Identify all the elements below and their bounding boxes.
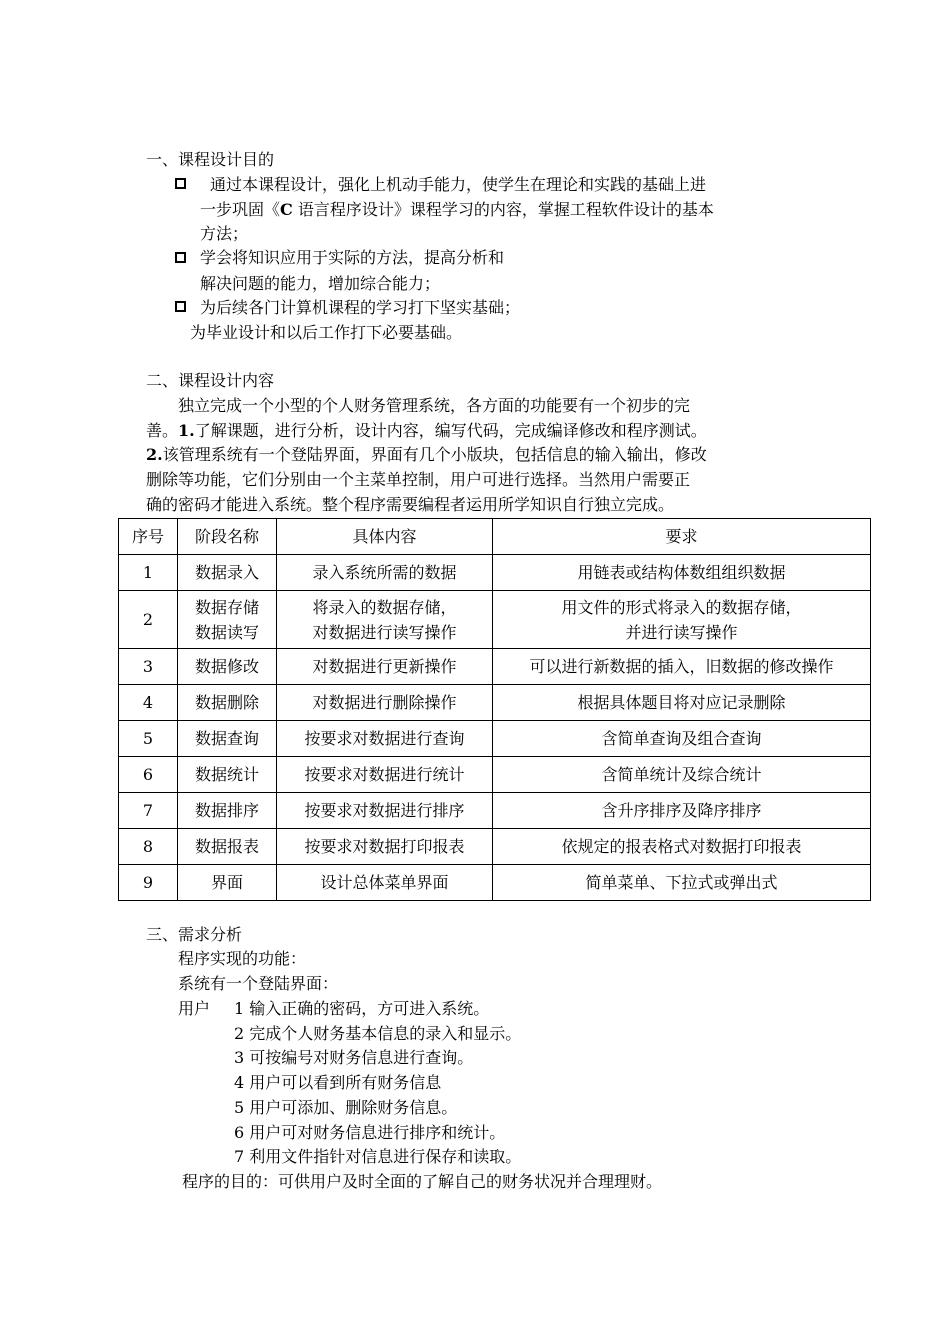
stage-name-cell	[178, 721, 277, 757]
stage-name-cell-line: 数据修改	[194, 657, 259, 676]
requirement-cell	[493, 829, 871, 865]
content-cell-line: 对数据进行删除操作	[312, 693, 457, 712]
table-row	[119, 793, 871, 829]
section-heading-content: 二、课程设计内容	[146, 371, 275, 390]
stage-name-cell-line: 数据查询	[194, 729, 259, 748]
req-list-item: 6 用户可对财务信息进行排序和统计。	[234, 1122, 506, 1142]
req-list-item: 4 用户可以看到所有财务信息	[234, 1073, 442, 1093]
requirement-cell-line: 含升序排序及降序排序	[601, 801, 762, 820]
square-bullet-icon	[175, 252, 186, 263]
content-cell-line: 对数据进行更新操作	[312, 657, 457, 676]
section-heading-purpose: 一、课程设计目的	[146, 150, 275, 169]
requirement-cell	[493, 721, 871, 757]
row-number-cell: 9	[119, 865, 178, 901]
stage-name-cell-line: 数据统计	[194, 765, 259, 784]
content-cell	[277, 591, 493, 649]
content-para-line4: 删除等功能，它们分别由一个主菜单控制，用户可进行选择。当然用户需要正	[146, 470, 691, 489]
row-number-cell: 4	[119, 685, 178, 721]
requirement-cell-line: 根据具体题目将对应记录删除	[577, 693, 786, 712]
req-purpose-line: 程序的目的：可供用户及时全面的了解自己的财务状况并合理理财。	[182, 1172, 663, 1191]
stage-name-cell	[178, 649, 277, 685]
stage-name-cell-line: 数据录入	[194, 563, 259, 582]
table-row	[119, 591, 871, 649]
stage-name-cell	[178, 555, 277, 591]
stage-name-cell	[178, 757, 277, 793]
content-cell-line: 录入系统所需的数据	[312, 563, 457, 582]
req-list-item: 5 用户可添加、删除财务信息。	[234, 1097, 458, 1117]
content-cell	[277, 685, 493, 721]
requirement-cell	[493, 649, 871, 685]
stage-requirements-table	[118, 518, 871, 901]
table-row	[119, 829, 871, 865]
table-row	[119, 649, 871, 685]
requirement-cell	[493, 685, 871, 721]
content-cell-line: 将录入的数据存储，	[312, 597, 457, 617]
bullet1-line1: 通过本课程设计，强化上机动手能力，使学生在理论和实践的基础上进	[210, 175, 707, 194]
bullet2-line2: 解决问题的能力，增加综合能力；	[200, 274, 441, 293]
req-list-item: 7 利用文件指针对信息进行保存和读取。	[234, 1147, 522, 1167]
table-header-row	[119, 519, 871, 555]
requirement-cell-line: 可以进行新数据的插入，旧数据的修改操作	[529, 657, 834, 676]
req-user-label: 用户	[178, 999, 211, 1018]
req-list-item: 2 完成个人财务基本信息的录入和显示。	[234, 1023, 522, 1043]
stage-name-cell	[178, 829, 277, 865]
req-line-functions: 程序实现的功能：	[178, 949, 307, 968]
bullet1-line3: 方法；	[200, 224, 249, 243]
bullet2-line1: 学会将知识应用于实际的方法，提高分析和	[200, 248, 505, 267]
content-para-line3: 2.该管理系统有一个登陆界面，界面有几个小版块，包括信息的输入输出，修改	[146, 445, 707, 464]
row-number-cell: 1	[119, 555, 178, 591]
row-number-cell: 7	[119, 793, 178, 829]
content-cell	[277, 757, 493, 793]
requirement-cell	[493, 591, 871, 649]
content-para-line2: 善。1.了解课题，进行分析，设计内容，编写代码，完成编译修改和程序测试。	[146, 421, 707, 440]
content-cell	[277, 865, 493, 901]
content-cell	[277, 555, 493, 591]
requirement-cell	[493, 555, 871, 591]
table-row	[119, 757, 871, 793]
table-header-cell: 具体内容	[277, 519, 493, 555]
content-cell-line: 按要求对数据进行排序	[304, 801, 465, 820]
bullet1-line2: 一步巩固《C 语言程序设计》课程学习的内容，掌握工程软件设计的基本	[200, 200, 714, 219]
req-list-item: 1 输入正确的密码，方可进入系统。	[234, 999, 490, 1018]
table-row	[119, 685, 871, 721]
content-cell	[277, 829, 493, 865]
req-line-login: 系统有一个登陆界面：	[178, 974, 339, 993]
section-heading-requirements: 三、需求分析	[146, 925, 243, 944]
requirement-cell-line: 含简单统计及综合统计	[601, 765, 762, 784]
requirement-cell-line: 并进行读写操作	[625, 622, 738, 642]
content-cell	[277, 721, 493, 757]
table-header-cell: 要求	[493, 519, 871, 555]
stage-name-cell	[178, 591, 277, 649]
content-para-line1: 独立完成一个小型的个人财务管理系统，各方面的功能要有一个初步的完	[178, 396, 691, 415]
stage-name-cell	[178, 865, 277, 901]
stage-name-cell	[178, 793, 277, 829]
content-cell	[277, 793, 493, 829]
square-bullet-icon	[175, 301, 186, 312]
stage-name-cell-line: 数据读写	[194, 622, 259, 642]
bullet3-line1: 为后续各门计算机课程的学习打下坚实基础；	[200, 298, 521, 317]
req-list-item: 3 可按编号对财务信息进行查询。	[234, 1048, 474, 1068]
row-number-cell: 2	[119, 591, 178, 649]
content-cell-line: 按要求对数据进行查询	[304, 729, 465, 748]
table-row	[119, 721, 871, 757]
table-row	[119, 865, 871, 901]
requirement-cell-line: 依规定的报表格式对数据打印报表	[561, 837, 802, 856]
content-cell-line: 对数据进行读写操作	[312, 622, 457, 642]
table-header-cell: 序号	[119, 519, 178, 555]
stage-name-cell-line: 数据存储	[194, 597, 259, 617]
requirement-cell-line: 含简单查询及组合查询	[601, 729, 762, 748]
content-cell-line: 按要求对数据进行统计	[304, 765, 465, 784]
content-cell-line: 设计总体菜单界面	[320, 873, 449, 892]
stage-name-cell	[178, 685, 277, 721]
requirement-cell	[493, 793, 871, 829]
row-number-cell: 3	[119, 649, 178, 685]
content-para-line5: 确的密码才能进入系统。整个程序需要编程者运用所学知识自行独立完成。	[146, 495, 675, 514]
row-number-cell: 8	[119, 829, 178, 865]
table-header-cell: 阶段名称	[178, 519, 277, 555]
requirement-cell-line: 用文件的形式将录入的数据存储，	[561, 597, 802, 617]
stage-name-cell-line: 数据报表	[194, 837, 259, 856]
square-bullet-icon	[175, 178, 186, 189]
requirement-cell	[493, 865, 871, 901]
table-row	[119, 555, 871, 591]
stage-name-cell-line: 数据删除	[194, 693, 259, 712]
requirement-cell-line: 用链表或结构体数组组织数据	[577, 563, 786, 582]
requirement-cell-line: 简单菜单、下拉式或弹出式	[585, 873, 778, 892]
content-cell	[277, 649, 493, 685]
stage-name-cell-line: 数据排序	[194, 801, 259, 820]
row-number-cell: 5	[119, 721, 178, 757]
stage-name-cell-line: 界面	[210, 873, 243, 892]
purpose-extra-line: 为毕业设计和以后工作打下必要基础。	[190, 323, 463, 342]
content-cell-line: 按要求对数据打印报表	[304, 837, 465, 856]
row-number-cell: 6	[119, 757, 178, 793]
requirement-cell	[493, 757, 871, 793]
